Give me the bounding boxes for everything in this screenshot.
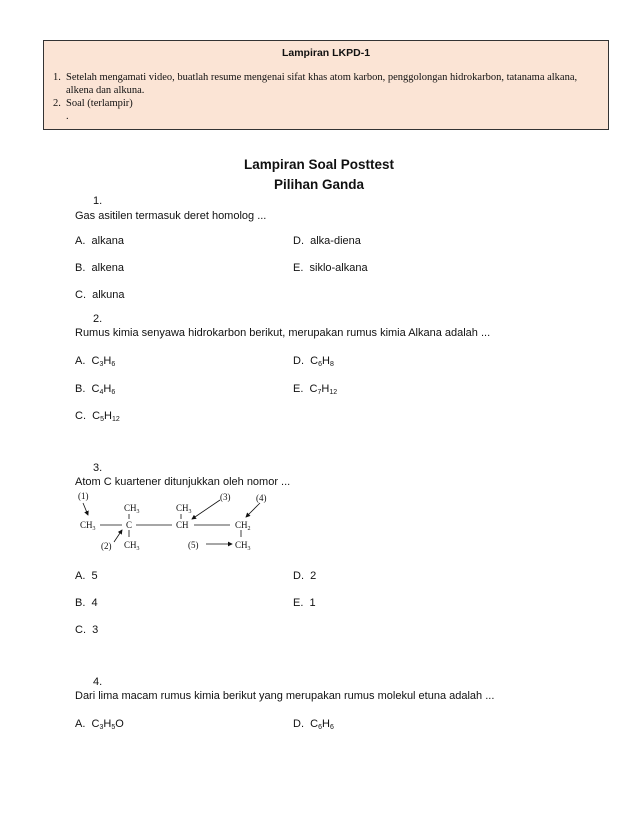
- label-1: (1): [78, 491, 89, 501]
- question-3-text: Atom C kuartener ditunjukkan oleh nomor ...: [75, 476, 291, 488]
- group-ch2: $CH_2$: [235, 520, 251, 532]
- lkpd-item-1: 1. Setelah mengamati video, buatlah resume mengenai sifat khas atom karbon, penggolongan hidrokarbon, tatanama alkana, alkena dan alkuna.: [53, 72, 578, 96]
- structure-diagram: [70, 490, 290, 556]
- posttest-subtitle: Pilihan Ganda: [273, 177, 365, 192]
- group-ch3-top1: $CH_3$: [124, 503, 140, 515]
- q2-option-b: B. $C_4H_6$: [75, 383, 116, 396]
- lkpd-box: [43, 40, 609, 130]
- q2-option-c: C. $C_5H_{12}$: [75, 410, 120, 423]
- q2-option-a: A. $C_3H_6$: [75, 355, 116, 368]
- group-ch3-bottom1: $CH_3$: [124, 540, 140, 552]
- question-1-text: Gas asitilen termasuk deret homolog ...: [75, 210, 267, 222]
- group-ch3-left: $CH_3$: [80, 520, 96, 532]
- question-4-text: Dari lima macam rumus kimia berikut yang merupakan rumus molekul etuna adalah ...: [75, 690, 495, 702]
- q3-option-c: C. 3: [75, 624, 99, 636]
- q4-option-d: D. $C_6H_6$: [293, 718, 334, 731]
- posttest-title: Lampiran Soal Posttest: [243, 157, 395, 172]
- label-3: (3): [220, 492, 231, 502]
- q4-option-a: A. $C_3H_5O$: [75, 718, 124, 731]
- q3-option-d: D. 2: [293, 570, 317, 582]
- group-ch3-bottom2: $CH_3$: [235, 540, 251, 552]
- q3-option-e: E. 1: [293, 597, 316, 609]
- q2-option-e: E. $C_7H_{12}$: [293, 383, 338, 396]
- question-2-number: 2.: [93, 313, 103, 325]
- group-c-center: C: [126, 520, 133, 530]
- lkpd-item-2: 2. Soal (terlampir): [53, 98, 133, 109]
- lkpd-title: Lampiran LKPD-1: [281, 47, 371, 59]
- q2-option-d: D. $C_6H_8$: [293, 355, 334, 368]
- question-3-number: 3.: [93, 462, 103, 474]
- lkpd-list: [53, 71, 596, 123]
- question-2-text: Rumus kimia senyawa hidrokarbon berikut, merupakan rumus kimia Alkana adalah ...: [75, 327, 491, 339]
- q1-option-e: E. siklo-alkana: [293, 262, 368, 274]
- group-ch: CH: [176, 520, 189, 530]
- label-2: (2): [101, 541, 112, 551]
- q3-option-a: A. 5: [75, 570, 98, 582]
- q1-option-a: A. alkana: [75, 235, 124, 247]
- q1-option-d: D. alka-diena: [293, 235, 361, 247]
- group-ch3-top2: $CH_3$: [176, 503, 192, 515]
- question-1-number: 1.: [93, 195, 103, 207]
- question-4-number: 4.: [93, 676, 103, 688]
- label-5: (5): [188, 540, 199, 550]
- lkpd-dot: .: [66, 111, 69, 122]
- q1-option-b: B. alkena: [75, 262, 124, 274]
- label-4: (4): [256, 493, 267, 503]
- q3-option-b: B. 4: [75, 597, 98, 609]
- q1-option-c: C. alkuna: [75, 289, 125, 301]
